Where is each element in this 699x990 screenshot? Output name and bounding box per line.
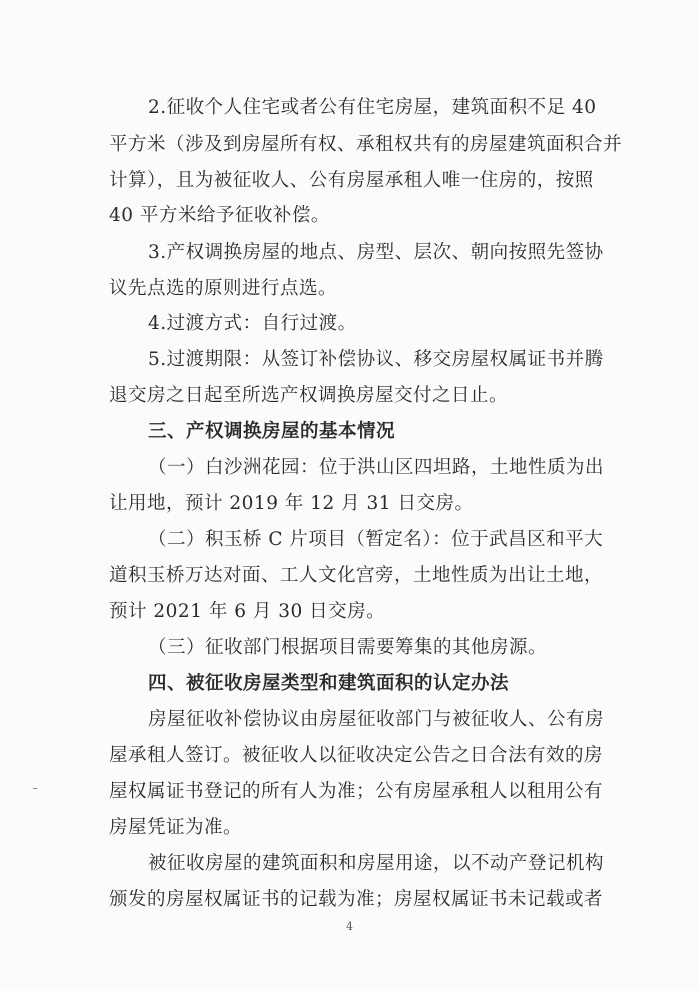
text-line: 颁发的房屋权属证书的记载为准；房屋权属证书未记载或者 [109,889,604,910]
section-heading: 四、被征收房屋类型和建筑面积的认定办法 [148,673,510,694]
text-line: 屋权属证书登记的所有人为准；公有房屋承租人以租用公有 [109,781,604,802]
text-line: 4.过渡方式：自行过渡。 [148,313,357,334]
text-line: 2.征收个人住宅或者公有住宅房屋，建筑面积不足 40 [148,97,597,118]
text-line: 计算），且为被征收人、公有房屋承租人唯一住房的，按照 [109,170,594,191]
scan-mark [33,788,37,789]
text-line: （三）征收部门根据项目需要筹集的其他房源。 [148,637,548,658]
text-line: 房屋征收补偿协议由房屋征收部门与被征收人、公有房 [148,709,605,730]
text-line: 预计 2021 年 6 月 30 日交房。 [109,601,386,622]
text-line: （一）白沙洲花园：位于洪山区四坦路，土地性质为出 [148,457,605,478]
text-line: 让用地，预计 2019 年 12 月 31 日交房。 [109,493,474,514]
text-line: 房屋凭证为准。 [109,817,243,838]
section-heading: 三、产权调换房屋的基本情况 [148,421,396,442]
text-line: 退交房之日起至所选产权调换房屋交付之日止。 [109,385,509,406]
text-line: 被征收房屋的建筑面积和房屋用途，以不动产登记机构 [148,853,605,874]
text-line: 40 平方米给予征收补偿。 [109,205,330,226]
page-number: 4 [346,920,353,933]
text-line: 道积玉桥万达对面、工人文化宫旁，土地性质为出让土地， [109,565,604,586]
text-line: 屋承租人签订。被征收人以征收决定公告之日合法有效的房 [109,745,604,766]
text-line: 5.过渡期限：从签订补偿协议、移交房屋权属证书并腾 [148,349,604,370]
text-line: 3.产权调换房屋的地点、房型、层次、朝向按照先签协 [148,242,604,263]
text-line: （二）积玉桥 C 片项目（暂定名）：位于武昌区和平大 [148,529,604,550]
text-line: 平方米（涉及到房屋所有权、承租权共有的房屋建筑面积合并 [109,134,623,155]
text-line: 议先点选的原则进行点选。 [109,278,338,299]
